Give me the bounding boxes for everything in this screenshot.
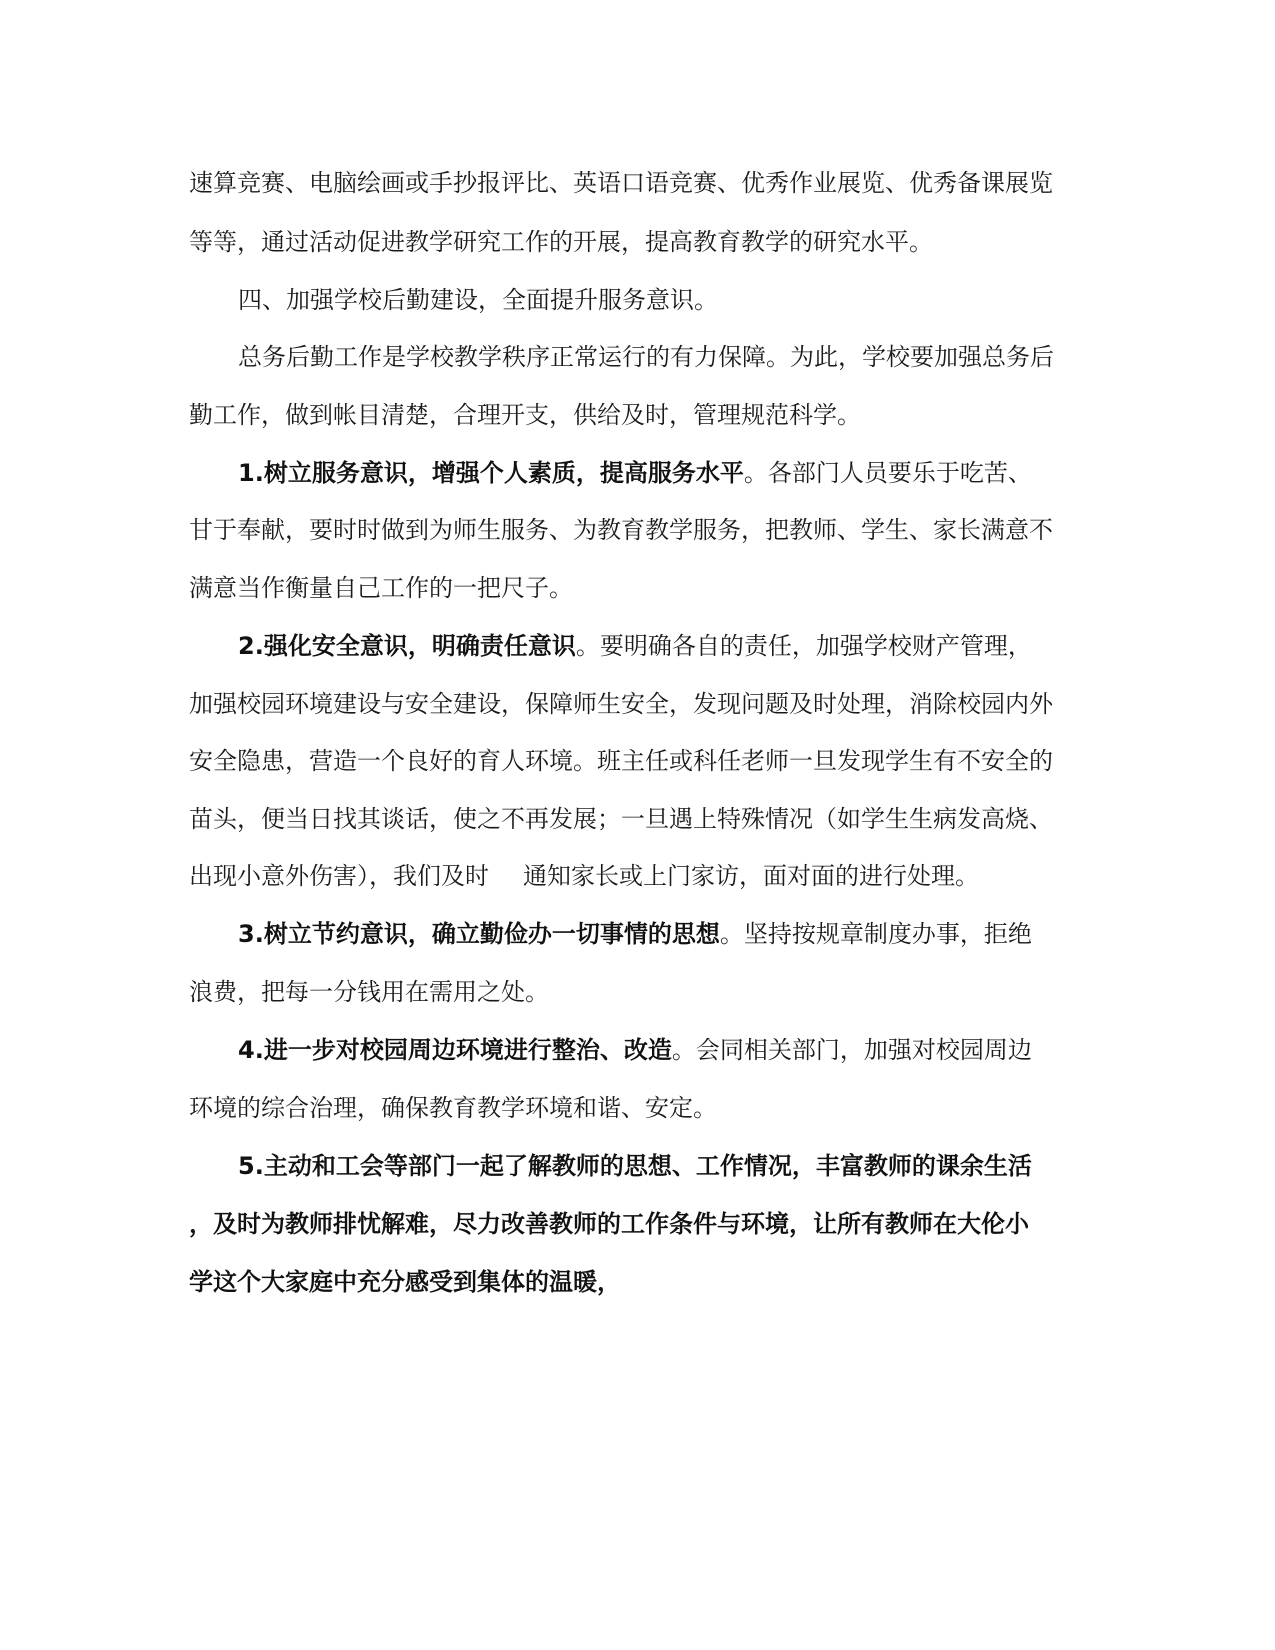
list-item-5: 5.主动和工会等部门一起了解教师的思想、工作情况，丰富教师的课余生活: [238, 1152, 1032, 1180]
item-text: 。各部门人员要乐于吃苦、: [743, 459, 1032, 487]
list-item-1: [238, 458, 1032, 488]
list-item-2: [238, 631, 1032, 661]
item-text: 。坚持按规章制度办事，拒绝: [719, 920, 1032, 948]
paragraph-line: 甘于奉献，要时时做到为师生服务、为教育教学服务，把教师、学生、家长满意不: [189, 516, 1053, 544]
paragraph-line: 勤工作，做到帐目清楚，合理开支，供给及时，管理规范科学。: [189, 401, 861, 429]
item-title: 4.进一步对校园周边环境进行整治、改造: [238, 1036, 672, 1064]
item-title: 1.树立服务意识，增强个人素质，提高服务水平: [238, 459, 744, 487]
section-heading: 四、加强学校后勤建设，全面提升服务意识。: [238, 286, 718, 314]
paragraph-line: 苗头，便当日找其谈话，使之不再发展；一旦遇上特殊情况（如学生生病发高烧、: [189, 805, 1053, 833]
line-part: 通知家长或上门家访，面对面的进行处理。: [523, 862, 979, 890]
line-part: 出现小意外伤害），我们及时: [189, 862, 489, 890]
paragraph-line: [189, 861, 979, 891]
paragraph-line: 加强校园环境建设与安全建设，保障师生安全，发现问题及时处理，消除校园内外: [189, 690, 1053, 718]
paragraph-line: 满意当作衡量自己工作的一把尺子。: [189, 574, 573, 602]
paragraph-line: 总务后勤工作是学校教学秩序正常运行的有力保障。为此，学校要加强总务后: [238, 343, 1054, 371]
paragraph-line: 学这个大家庭中充分感受到集体的温暖，: [189, 1268, 621, 1296]
paragraph-line: 浪费，把每一分钱用在需用之处。: [189, 978, 549, 1006]
list-item-4: [238, 1035, 1032, 1065]
paragraph-line: ，及时为教师排忧解难，尽力改善教师的工作条件与环境，让所有教师在大伦小: [189, 1210, 1029, 1238]
item-title: 3.树立节约意识，确立勤俭办一切事情的思想: [238, 920, 720, 948]
list-item-3: [238, 919, 1032, 949]
item-text: 。会同相关部门，加强对校园周边: [671, 1036, 1032, 1064]
paragraph-line: 等等，通过活动促进教学研究工作的开展，提高教育教学的研究水平。: [189, 228, 933, 256]
paragraph-line: 安全隐患，营造一个良好的育人环境。班主任或科任老师一旦发现学生有不安全的: [189, 747, 1053, 775]
paragraph-line: 环境的综合治理，确保教育教学环境和谐、安定。: [189, 1094, 717, 1122]
paragraph-line: 速算竞赛、电脑绘画或手抄报评比、英语口语竞赛、优秀作业展览、优秀备课展览: [189, 169, 1053, 197]
item-title: 2.强化安全意识，明确责任意识: [238, 632, 576, 660]
item-text: 。要明确各自的责任，加强学校财产管理，: [575, 632, 1032, 660]
